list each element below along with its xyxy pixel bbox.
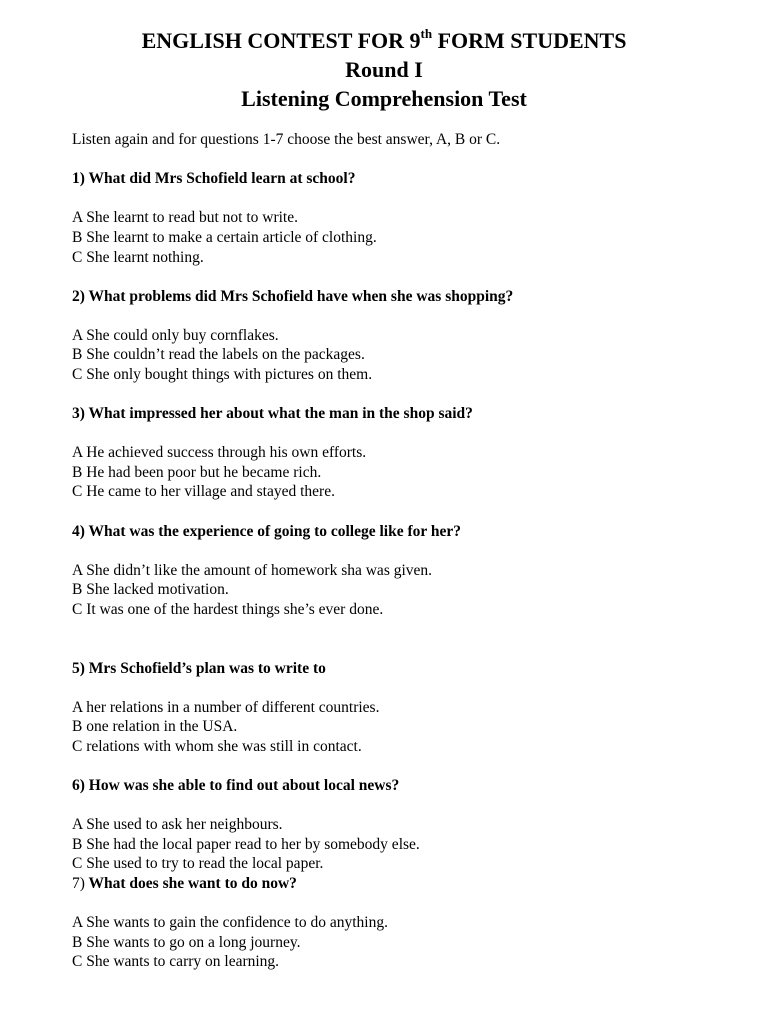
q6-option-c: C She used to try to read the local paper. bbox=[72, 855, 324, 872]
question-7-number: 7) bbox=[72, 875, 85, 892]
q4-option-a: A She didn’t like the amount of homework sha was given. bbox=[72, 562, 433, 579]
q6-option-a: A She used to ask her neighbours. bbox=[72, 816, 283, 833]
title-part2: FORM STUDENTS bbox=[432, 28, 627, 53]
q7-option-b: B She wants to go on a long journey. bbox=[72, 934, 301, 951]
q7-option-a: A She wants to gain the confidence to do anything. bbox=[72, 914, 388, 931]
instructions-text: Listen again and for questions 1-7 choose the best answer, A, B or C. bbox=[72, 131, 501, 148]
q2-option-a: A She could only buy cornflakes. bbox=[72, 327, 279, 344]
question-1: 1) What did Mrs Schofield learn at school? bbox=[72, 170, 356, 187]
q3-option-c: C He came to her village and stayed there. bbox=[72, 483, 335, 500]
contest-title bbox=[0, 25, 768, 54]
question-4: 4) What was the experience of going to college like for her? bbox=[72, 523, 462, 540]
q5-option-a: A her relations in a number of different countries. bbox=[72, 699, 380, 716]
test-subtitle: Listening Comprehension Test bbox=[241, 86, 527, 111]
q1-option-b: B She learnt to make a certain article of clothing. bbox=[72, 229, 377, 246]
q3-option-b: B He had been poor but he became rich. bbox=[72, 464, 322, 481]
q6-option-b: B She had the local paper read to her by somebody else. bbox=[72, 836, 420, 853]
q4-option-b: B She lacked motivation. bbox=[72, 581, 229, 598]
title-part1: ENGLISH CONTEST FOR 9 bbox=[141, 28, 421, 53]
question-2: 2) What problems did Mrs Schofield have when she was shopping? bbox=[72, 288, 514, 305]
question-5: 5) Mrs Schofield’s plan was to write to bbox=[72, 660, 326, 677]
q5-option-c: C relations with whom she was still in contact. bbox=[72, 738, 362, 755]
q1-option-c: C She learnt nothing. bbox=[72, 249, 204, 266]
q5-option-b: B one relation in the USA. bbox=[72, 718, 238, 735]
question-3: 3) What impressed her about what the man in the shop said? bbox=[72, 405, 473, 422]
q1-option-a: A She learnt to read but not to write. bbox=[72, 209, 298, 226]
q2-option-b: B She couldn’t read the labels on the packages. bbox=[72, 346, 365, 363]
question-7 bbox=[72, 874, 297, 893]
q4-option-c: C It was one of the hardest things she’s ever done. bbox=[72, 601, 384, 618]
question-6: 6) How was she able to find out about local news? bbox=[72, 777, 400, 794]
title-superscript: th bbox=[420, 25, 433, 41]
question-7-text: What does she want to do now? bbox=[84, 875, 297, 892]
q3-option-a: A He achieved success through his own efforts. bbox=[72, 444, 367, 461]
q2-option-c: C She only bought things with pictures on them. bbox=[72, 366, 373, 383]
q7-option-c: C She wants to carry on learning. bbox=[72, 953, 280, 970]
round-heading: Round I bbox=[345, 57, 423, 82]
